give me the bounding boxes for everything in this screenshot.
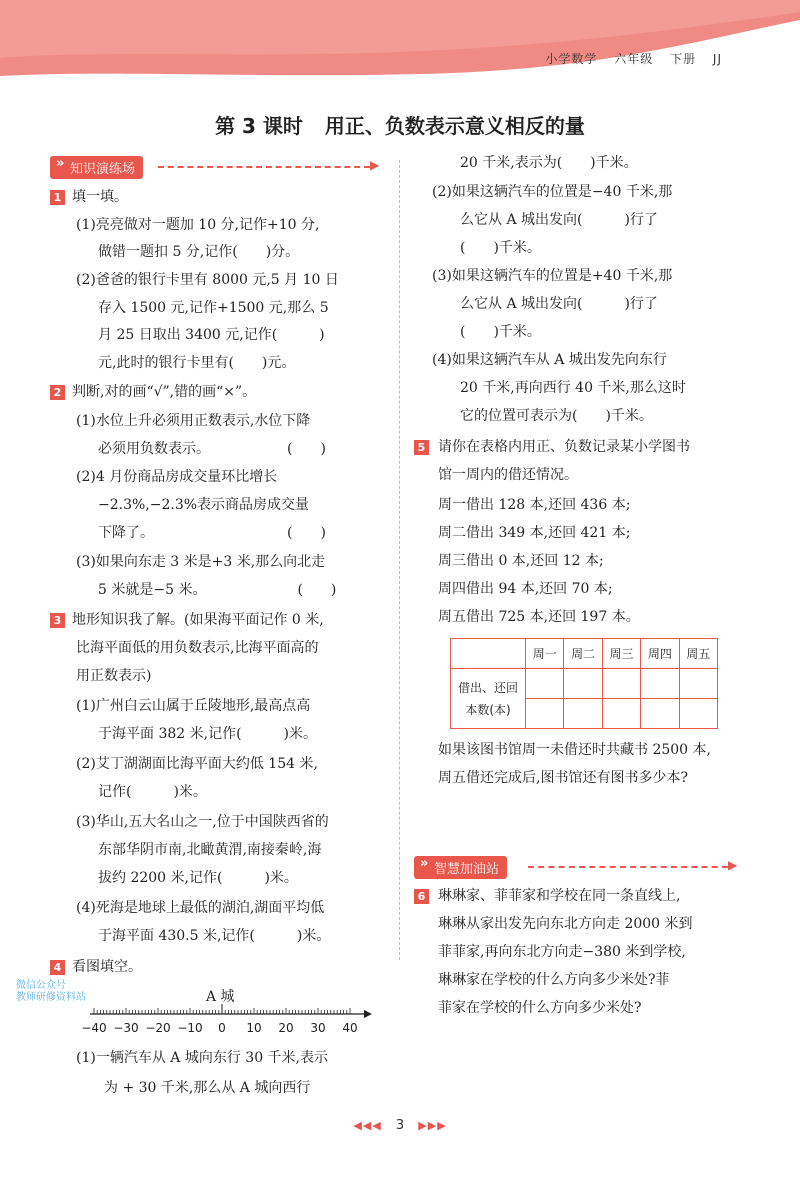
number-line-tick-label: −10 [177, 1021, 203, 1035]
q3-line: 拔约 2200 米,记作( )米。 [98, 870, 298, 886]
q2-line: 判断,对的画“√”,错的画“×”。 [72, 384, 257, 400]
q3-line: 记作( )米。 [98, 784, 207, 800]
table-header-cell: 周一 [526, 639, 564, 669]
q3-line: 比海平面低的用负数表示,比海平面高的 [76, 640, 319, 656]
q4-line: (2)如果这辆汽车的位置是−40 千米,那 [432, 184, 673, 200]
header-info [533, 50, 722, 67]
q2-line: (1)水位上升必须用正数表示,水位下降 [76, 413, 311, 429]
q6-line: 琳琳家在学校的什么方向多少米处?菲 [438, 972, 670, 988]
number-line-tick-label: −40 [81, 1021, 107, 1035]
prev-arrows-icon: ◀◀◀ [353, 1119, 382, 1132]
header-volume: 下册 [670, 52, 697, 66]
q1-line: 元,此时的银行卡里有( )元。 [98, 355, 296, 371]
q1-line: 存入 1500 元,记作+1500 元,那么 5 [98, 300, 329, 316]
lesson-topic: 用正、负数表示意义相反的量 [324, 114, 585, 138]
q2-line: 必须用负数表示。 ( ) [98, 441, 326, 457]
q4-line: 为 + 30 千米,那么从 A 城向西行 [104, 1080, 311, 1096]
watermark: 微信公众号 教师研修资料站 [16, 980, 86, 1003]
q5-followup: 如果该图书馆周一未借还时共藏书 2500 本, [438, 742, 711, 758]
question-number-1: 1 [50, 190, 65, 205]
library-table [450, 638, 718, 729]
answer-cell[interactable] [564, 669, 602, 699]
q6-line: 菲菲家,再向东北方向走−380 米到学校, [438, 944, 686, 960]
number-line-tick-label: −30 [113, 1021, 139, 1035]
column-divider [399, 160, 400, 960]
table-row [451, 669, 718, 699]
page-number: 3 [395, 1118, 405, 1133]
q4-line: (3)如果这辆汽车的位置是+40 千米,那 [432, 268, 673, 284]
number-line-tick-label: 0 [218, 1021, 226, 1035]
q4-line: ( )千米。 [460, 240, 541, 256]
q5-line: 周四借出 94 本,还回 70 本; [438, 581, 613, 597]
q2-line: 下降了。 ( ) [98, 525, 326, 541]
q5-followup: 周五借还完成后,图书馆还有图书多少本? [438, 770, 688, 786]
q1-line: (1)亮亮做对一题加 10 分,记作+10 分, [76, 217, 320, 233]
arrow-right-icon: ▶ [728, 858, 738, 872]
header-edition: JJ [712, 52, 722, 66]
number-line-tick-label: 40 [342, 1021, 358, 1035]
table-row-header: 借出、还回 本数(本) [451, 669, 526, 729]
table-header-cell: 周三 [602, 639, 640, 669]
q3-line: 于海平面 430.5 米,记作( )米。 [98, 928, 331, 944]
header-band [0, 0, 800, 80]
q4-line: 么它从 A 城出发向( )行了 [460, 212, 658, 228]
q3-line: 东部华阴市南,北瞰黄渭,南接秦岭,海 [98, 842, 322, 858]
q3-line: (4)死海是地球上最低的湖泊,湖面平均低 [76, 900, 325, 916]
q4-line: 么它从 A 城出发向( )行了 [460, 296, 658, 312]
next-arrows-icon: ▶▶▶ [418, 1119, 447, 1132]
q2-line: (2)4 月份商品房成交量环比增长 [76, 469, 278, 485]
q4-line: (4)如果这辆汽车从 A 城出发先向东行 [432, 352, 667, 368]
q5-line: 周三借出 0 本,还回 12 本; [438, 553, 604, 569]
q4-line: 20 千米,表示为( )千米。 [460, 155, 638, 171]
header-grade: 六年级 [614, 52, 654, 66]
answer-cell[interactable] [564, 699, 602, 729]
q1-line: 做错一题扣 5 分,记作( )分。 [98, 244, 300, 260]
q2-line: −2.3%,−2.3%表示商品房成交量 [98, 497, 310, 513]
q1-line: 月 25 日取出 3400 元,记作( ) [98, 327, 325, 343]
page-footer [0, 1118, 800, 1133]
q1-line: 填一填。 [72, 189, 128, 205]
q4-line: 它的位置可表示为( )千米。 [460, 408, 653, 424]
section-divider [158, 166, 370, 168]
q3-line: (2)艾丁湖湖面比海平面大约低 154 米, [76, 756, 318, 772]
answer-cell[interactable] [602, 669, 640, 699]
answer-cell[interactable] [526, 699, 564, 729]
q5-line: 馆一周内的借还情况。 [438, 467, 578, 483]
answer-cell[interactable] [526, 669, 564, 699]
question-number-2: 2 [50, 385, 65, 400]
number-line-label: A 城 [206, 989, 235, 1005]
lesson-number: 第 3 课时 [215, 114, 303, 138]
q6-line: 琳琳从家出发先向东北方向走 2000 米到 [438, 916, 693, 932]
q1-line: (2)爸爸的银行卡里有 8000 元,5 月 10 日 [76, 272, 339, 288]
q2-line: 5 米就是−5 米。 ( ) [98, 582, 337, 598]
arrow-right-icon: ▶ [370, 158, 380, 172]
answer-cell[interactable] [679, 669, 717, 699]
number-line-tick-label: 20 [278, 1021, 294, 1035]
q3-line: 地形知识我了解。(如果海平面记作 0 米, [72, 612, 324, 628]
q5-line: 周五借出 725 本,还回 197 本。 [438, 609, 640, 625]
answer-cell[interactable] [602, 699, 640, 729]
table-header-cell: 周二 [564, 639, 602, 669]
question-number-3: 3 [50, 613, 65, 628]
answer-cell[interactable] [641, 669, 679, 699]
number-line-tick-label: 10 [246, 1021, 262, 1035]
question-number-6: 6 [414, 889, 429, 904]
q6-line: 琳琳家、菲菲家和学校在同一条直线上, [438, 888, 681, 904]
q4-line: 20 千米,再向西行 40 千米,那么这时 [460, 380, 686, 396]
table-header-cell: 周五 [679, 639, 717, 669]
q4-line: ( )千米。 [460, 324, 541, 340]
answer-cell[interactable] [679, 699, 717, 729]
page-title [0, 110, 800, 139]
q5-line: 请你在表格内用正、负数记录某小学图书 [438, 439, 690, 455]
q6-line: 菲家在学校的什么方向多少米处? [438, 1000, 642, 1016]
q3-line: (3)华山,五大名山之一,位于中国陕西省的 [76, 814, 329, 830]
number-line [81, 1002, 376, 1042]
q3-line: (1)广州白云山属于丘陵地形,最高点高 [76, 698, 311, 714]
answer-cell[interactable] [641, 699, 679, 729]
q5-line: 周一借出 128 本,还回 436 本; [438, 497, 631, 513]
section-tag-practice: » 知识演练场 [50, 156, 143, 179]
q3-line: 用正数表示) [76, 668, 152, 684]
table-row [451, 639, 718, 669]
header-subject: 小学数学 [545, 52, 598, 66]
tick-labels [81, 1021, 357, 1035]
table-header-cell: 周四 [641, 639, 679, 669]
question-number-5: 5 [414, 440, 429, 455]
q2-line: (3)如果向东走 3 米是+3 米,那么向北走 [76, 554, 326, 570]
question-number-4: 4 [50, 960, 65, 975]
section-tag-wisdom: » 智慧加油站 [414, 856, 507, 879]
q5-line: 周二借出 349 本,还回 421 本; [438, 525, 631, 541]
section-divider [528, 866, 728, 868]
number-line-tick-label: 30 [310, 1021, 326, 1035]
number-line-tick-label: −20 [145, 1021, 171, 1035]
q4-intro: 看图填空。 [72, 959, 142, 975]
q4-line: (1)一辆汽车从 A 城向东行 30 千米,表示 [76, 1050, 329, 1066]
q3-line: 于海平面 382 米,记作( )米。 [98, 726, 317, 742]
